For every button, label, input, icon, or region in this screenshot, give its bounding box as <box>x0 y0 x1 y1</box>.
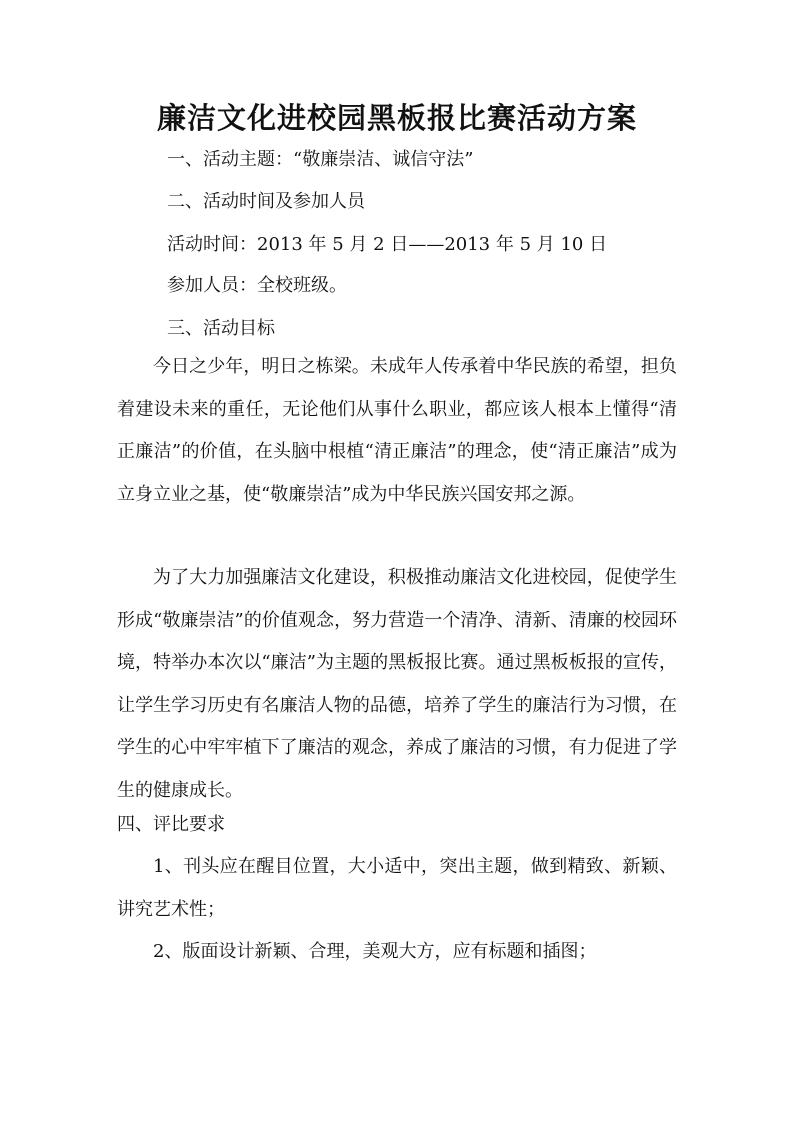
section-requirements: 四、评比要求 <box>117 814 225 835</box>
requirement-1: 1、刊头应在醒目位置，大小适中，突出主题，做到精致、新颖、讲究艺术性； <box>117 856 677 920</box>
requirement-2: 2、版面设计新颖、合理，美观大方，应有标题和插图； <box>153 941 597 962</box>
participants: 参加人员：全校班级。 <box>167 275 347 296</box>
section-theme: 一、活动主题：“敬廉崇洁、诚信守法” <box>167 149 474 170</box>
activity-time: 活动时间：2013 年 5 月 2 日——2013 年 5 月 10 日 <box>167 234 608 255</box>
section-goals: 三、活动目标 <box>167 318 275 339</box>
goal-paragraph-2: 为了大力加强廉洁文化建设，积极推动廉洁文化进校园，促使学生形成“敬廉崇洁”的价值观念，努力营造一个清净、清新、清廉的校园环境，特举办本次以“廉洁”为主题的黑板报比赛。通过黑板板报的宣传，让学生学习历史有名廉洁人物的品德，培养了学生的廉洁行为习惯，在学生的心中牢牢植下了廉洁的观念，养成了廉洁的习惯，有力促进了学生的健康成长。 <box>117 567 677 801</box>
document-title: 廉洁文化进校园黑板报比赛活动方案 <box>156 101 637 135</box>
goal-paragraph-1: 今日之少年，明日之栋梁。未成年人传承着中华民族的希望，担负着建设未来的重任，无论他们从事什么职业，都应该人根本上懂得“清正廉洁”的价值，在头脑中根植“清正廉洁”的理念，使“清正廉洁”成为立身立业之基，使“敬廉崇洁”成为中华民族兴国安邦之源。 <box>117 356 677 505</box>
section-time-participants: 二、活动时间及参加人员 <box>167 191 365 212</box>
